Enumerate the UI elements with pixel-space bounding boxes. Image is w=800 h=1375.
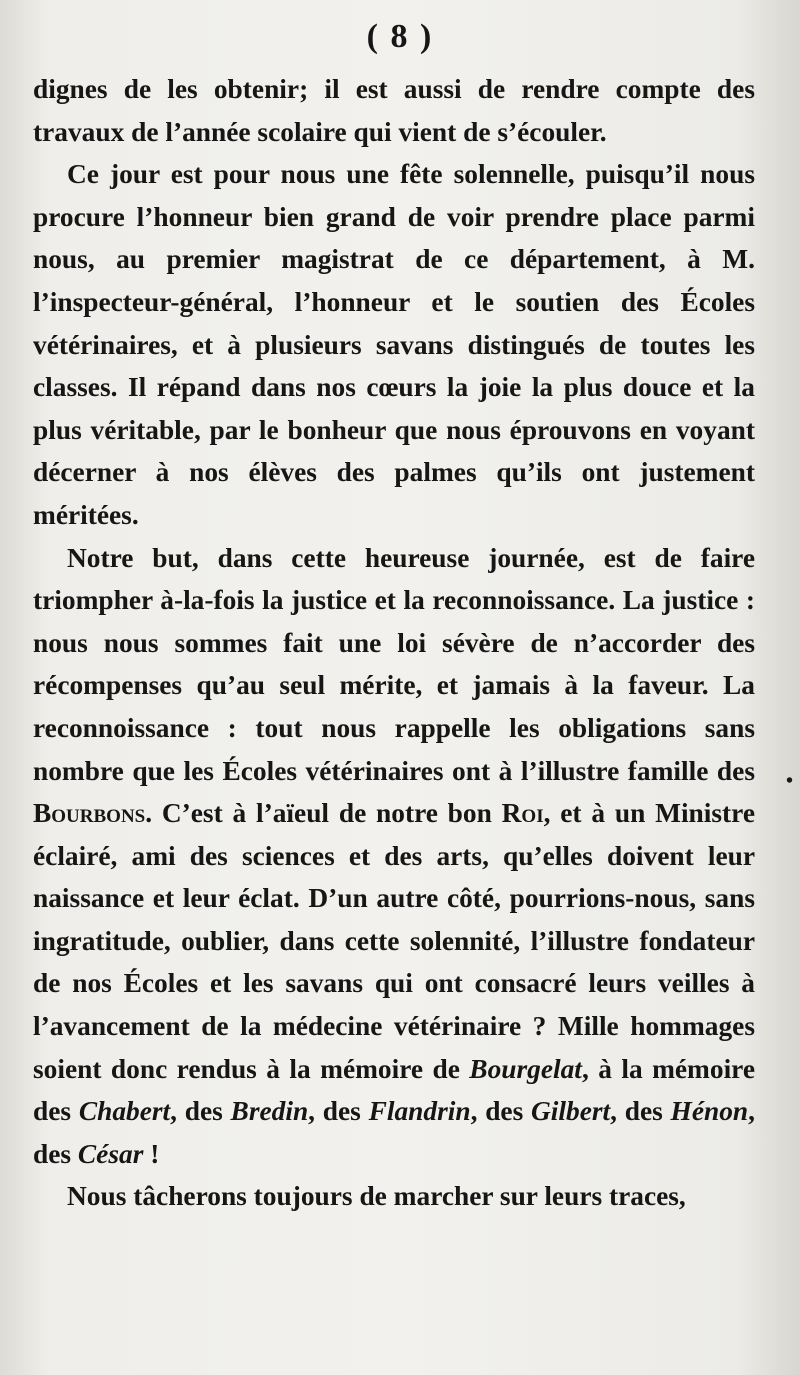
text-run: . C’est à l’aïeul de notre bon — [145, 798, 502, 829]
name-bourbons: Bourbons — [33, 798, 146, 829]
text-run: , des — [33, 1096, 756, 1169]
text-run: , des — [170, 1096, 231, 1127]
text-run: Notre but, dans cette heureuse journée, est de faire triompher à-la-fois la justice et la reconnoissance. La justice : nous nous sommes fait une loi sévère de n’accorder des récompenses qu’au seul mérite, et jamais à la faveur. La reconnoissance : tout nous rappelle les obligations sans nombre que les Écoles vétérinaires ont à l’illustre famille des — [33, 542, 755, 786]
body-text — [33, 68, 755, 1218]
text-run: , à la mémoire des — [33, 1053, 755, 1127]
margin-mark: • — [786, 770, 794, 792]
paragraph-3 — [33, 537, 755, 1176]
name-bredin: Bredin — [230, 1096, 309, 1127]
text-run: , des — [308, 1096, 369, 1127]
name-cesar: César — [77, 1138, 144, 1169]
name-roi: Roi — [501, 798, 544, 829]
name-gilbert: Gilbert — [531, 1096, 611, 1127]
text-run: ! — [143, 1138, 160, 1169]
name-bourgelat: Bourgelat — [469, 1053, 582, 1084]
paragraph-1: dignes de les obtenir; il est aussi de rendre compte des travaux de l’année scolaire qui vient de s’écouler. — [33, 74, 755, 147]
text-run: , des — [610, 1096, 671, 1127]
text-run: , et à un Ministre éclairé, ami des sciences et des arts, qu’elles doivent leur naissance et leur éclat. D’un autre côté, pourrions-nous, sans ingratitude, oublier, dans cette solennité, l’illustre fondateur de nos Écoles et les savans qui ont consacré leurs veilles à l’avancement de la médecine vétérinaire ? Mille hommages soient donc rendus à la mémoire de — [33, 798, 755, 1084]
paragraph-4: Nous tâcherons toujours de marcher sur leurs traces, — [67, 1181, 686, 1212]
page-number: ( 8 ) — [366, 18, 434, 55]
text-run: , des — [470, 1096, 531, 1127]
paragraph-2: Ce jour est pour nous une fête solennelle, puisqu’il nous procure l’honneur bien grand de voir prendre place parmi nous, au premier magistrat de ce département, à M. l’inspecteur-général, l’honneur et le soutien des Écoles vétérinaires, et à plusieurs savans distingués de toutes les classes. Il répand dans nos cœurs la joie la plus douce et la plus véritable, par le bonheur que nous éprouvons en voyant décerner à nos élèves des palmes qu’ils ont justement méritées. — [33, 159, 755, 530]
name-flandrin: Flandrin — [368, 1096, 471, 1127]
name-chabert: Chabert — [78, 1096, 171, 1127]
name-henon: Hénon — [670, 1096, 749, 1127]
